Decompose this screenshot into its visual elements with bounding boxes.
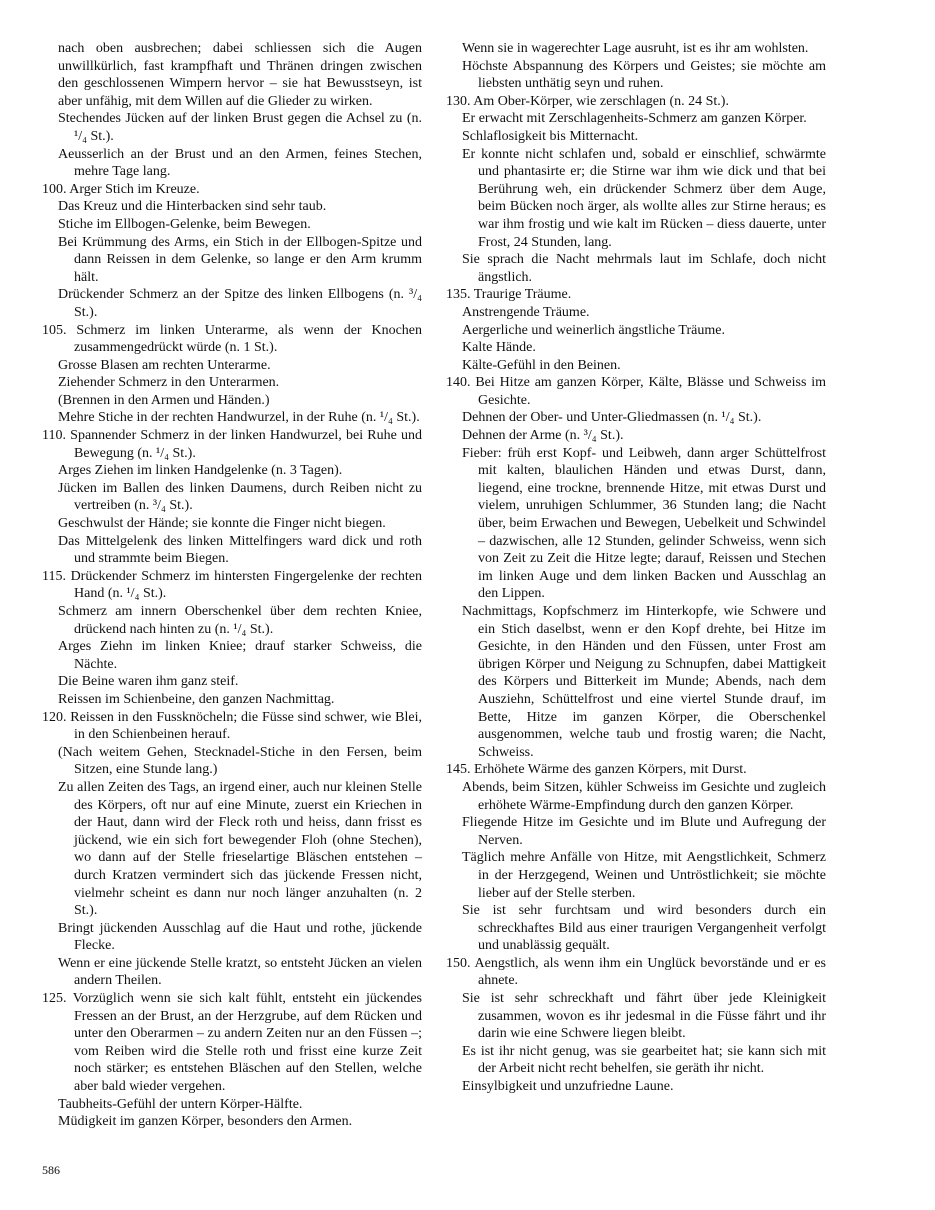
- symptom-entry: 130. Am Ober-Körper, wie zerschlagen (n. 24 St.).: [446, 93, 729, 109]
- symptom-entry: 125. Vorzüglich wenn sie sich kalt fühlt, entsteht ein jückendes Fressen an der Brust, an der Herzgrube, auf dem Rücken und unter den Oberarmen – zu andern Zeiten nur an den Füssen –; vom Reiben wird die Stelle roth und frisst eine kurze Zeit noch stärker; es entstehen Bläschen auf den Stellen, welche aber bald wieder vergehen.: [42, 991, 422, 1095]
- symptom-entry: Sie sprach die Nacht mehrmals laut im Schlafe, doch nicht ängstlich.: [462, 252, 826, 285]
- symptom-entry: Bei Krümmung des Arms, ein Stich in der Ellbogen-Spitze und dann Reissen in dem Gelenke, so lange er den Arm krumm hält.: [58, 234, 422, 285]
- symptom-entry: Wenn er eine jückende Stelle kratzt, so entsteht Jücken an vielen andern Theilen.: [58, 955, 422, 989]
- symptom-entry: Grosse Blasen am rechten Unterarme.: [58, 357, 271, 373]
- symptom-entry: (Brennen in den Armen und Händen.): [58, 392, 270, 408]
- symptom-entry: Arges Ziehen im linken Handgelenke (n. 3 Tagen).: [58, 463, 343, 479]
- symptom-entry: Das Mittelgelenk des linken Mittelfingers ward dick und roth und strammte beim Biegen.: [58, 533, 422, 567]
- symptom-entry: Taubheits-Gefühl der untern Körper-Hälfte.: [58, 1096, 303, 1112]
- right-column: [446, 40, 826, 1096]
- symptom-entry: Schmerz am innern Oberschenkel über dem rechten Kniee, drückend nach hinten zu (n. ¹/₄ St.).: [58, 604, 422, 637]
- symptom-entry: Fliegende Hitze im Gesichte und im Blute und Aufregung der Nerven.: [462, 815, 826, 848]
- symptom-entry: 145. Erhöhete Wärme des ganzen Körpers, mit Durst.: [446, 762, 747, 778]
- symptom-entry: Es ist ihr nicht genug, was sie gearbeitet hat; sie kann sich mit der Arbeit nicht recht behelfen, sie geräth ihr nicht.: [462, 1043, 826, 1077]
- symptom-entry: Sie ist sehr schreckhaft und fährt über jede Kleinigkeit zusammen, wovon es ihr jedesmal in die Füsse fährt und ihr darin wie eine Schwere liegen bleibt.: [462, 991, 826, 1042]
- symptom-entry: Bringt jückenden Ausschlag auf die Haut und rothe, jückende Flecke.: [58, 920, 422, 954]
- symptom-entry: Dehnen der Ober- und Unter-Gliedmassen (n. ¹/₄ St.).: [462, 410, 762, 426]
- left-column: [42, 40, 422, 1131]
- symptom-entry: Drückender Schmerz an der Spitze des linken Ellbogens (n. ³/₄ St.).: [58, 287, 422, 320]
- symptom-entry: Müdigkeit im ganzen Körper, besonders den Armen.: [58, 1114, 353, 1130]
- symptom-entry: Er konnte nicht schlafen und, sobald er einschlief, schwärmte und phantasirte er; die Stirne war ihm wie dick und that bei Berührung weh, ein drückender Schmerz über dem Auge, beim Bücken noch ärger, als wollte alles zur Stirne heraus; es war ihm frostig und wie kalt im Rücken – diess dauerte, unter Frost, 24 Stunden, lang.: [462, 146, 826, 250]
- symptom-entry: nach oben ausbrechen; dabei schliessen sich die Augen unwillkürlich, fast krampfhaft und Thränen dringen zwischen den geschlossenen Wimpern hervor – sie hat Bewusstseyn, ist aber unfähig, mit dem Willen auf die Glieder zu wirken.: [58, 41, 422, 109]
- symptom-entry: Kalte Hände.: [462, 340, 536, 356]
- symptom-entry: Wenn sie in wagerechter Lage ausruht, ist es ihr am wohlsten.: [462, 41, 809, 56]
- symptom-entry: Sie ist sehr furchtsam und wird besonders durch ein schreckhaftes Bild aus einer traurigen Vergangenheit verfolgt und unablässig gequält.: [462, 903, 826, 954]
- symptom-entry: Aeusserlich an der Brust und an den Armen, feines Stechen, mehre Tage lang.: [58, 146, 422, 180]
- symptom-entry: 105. Schmerz im linken Unterarme, als wenn der Knochen zusammengedrückt würde (n. 1 St.).: [42, 322, 422, 356]
- symptom-entry: Das Kreuz und die Hinterbacken sind sehr taub.: [58, 199, 327, 215]
- symptom-entry: Fieber: früh erst Kopf- und Leibweh, dann arger Schüttelfrost mit kalten, blaulichen Händen und etwas Durst, dann, liegend, eine trockne, brennende Hitze, mit etwas Durst und vielem, unruhigen Schlummer, 36 Stunden lang; die Nacht über, beim Erwachen und Bewegen, Uebelkeit und Schwindel – dazwischen, alle 12 Stunden, gelinder Schweiss, wenn sich von Zeit zu Zeit die Hitze legte; darauf, Reissen und Stechen im linken Auge und dem linken Backen und Ausschlag an den Lippen.: [462, 445, 826, 602]
- symptom-entry: 100. Arger Stich im Kreuze.: [42, 181, 200, 197]
- symptom-entry: Aergerliche und weinerlich ängstliche Träume.: [462, 322, 725, 338]
- symptom-entry: Schlaflosigkeit bis Mitternacht.: [462, 128, 639, 144]
- symptom-entry: Arges Ziehn im linken Kniee; drauf starker Schweiss, die Nächte.: [58, 639, 422, 672]
- symptom-entry: Geschwulst der Hände; sie konnte die Finger nicht biegen.: [58, 516, 386, 532]
- symptom-entry: Täglich mehre Anfälle von Hitze, mit Aengstlichkeit, Schmerz in der Herzgegend, Weinen und Untröstlichkeit; sie möchte lieber auf der Stelle sterben.: [462, 850, 826, 901]
- symptom-entry: 110. Spannender Schmerz in der linken Handwurzel, bei Ruhe und Bewegung (n. ¹/₄ St.).: [42, 428, 422, 461]
- symptom-entry: Stiche im Ellbogen-Gelenke, beim Bewegen.: [58, 216, 311, 232]
- symptom-entry: Höchste Abspannung des Körpers und Geistes; sie möchte am liebsten unthätig seyn und ruhen.: [462, 58, 826, 92]
- symptom-entry: Anstrengende Träume.: [462, 304, 590, 320]
- symptom-entry: Mehre Stiche in der rechten Handwurzel, in der Ruhe (n. ¹/₄ St.).: [58, 410, 420, 426]
- symptom-entry: Er erwacht mit Zerschlagenheits-Schmerz am ganzen Körper.: [462, 111, 807, 127]
- symptom-entry: (Nach weitem Gehen, Stecknadel-Stiche in den Fersen, beim Sitzen, eine Stunde lang.): [58, 744, 422, 778]
- symptom-entry: Zu allen Zeiten des Tags, an irgend einer, auch nur kleinen Stelle des Körpers, oft nur auf eine Minute, zuerst ein Kriechen in der Haut, dann wird der Fleck roth und heiss, dann frisst es jückend, wie ein sich fort bewegender Floh (ohne Stechen), wo dann auf der Stelle frieselartige Bläschen entstehen – durch Kratzen vermindert sich das jückende Fressen nicht, vielmehr scheint es dann nur noch länger anzuhalten (n. 2 St.).: [58, 779, 422, 919]
- symptom-entry: Stechendes Jücken auf der linken Brust gegen die Achsel zu (n. ¹/₄ St.).: [58, 111, 422, 144]
- symptom-entry: Abends, beim Sitzen, kühler Schweiss im Gesichte und zugleich erhöhete Wärme-Empfindung durch den ganzen Körper.: [462, 779, 826, 813]
- symptom-entry: 115. Drückender Schmerz im hintersten Fingergelenke der rechten Hand (n. ¹/₄ St.).: [42, 568, 422, 602]
- page-number: 586: [42, 1163, 60, 1177]
- symptom-entry: Ziehender Schmerz in den Unterarmen.: [58, 375, 280, 391]
- symptom-entry: 150. Aengstlich, als wenn ihm ein Unglück bevorstände und er es ahnete.: [446, 955, 826, 989]
- symptom-entry: Reissen im Schienbeine, den ganzen Nachmittag.: [58, 691, 335, 707]
- symptom-entry: Einsylbigkeit und unzufriedne Laune.: [462, 1079, 674, 1095]
- symptom-entry: 135. Traurige Träume.: [446, 287, 572, 303]
- symptom-entry: 140. Bei Hitze am ganzen Körper, Kälte, Blässe und Schweiss im Gesichte.: [446, 375, 826, 408]
- symptom-entry: Die Beine waren ihm ganz steif.: [58, 674, 239, 690]
- symptom-entry: Kälte-Gefühl in den Beinen.: [462, 357, 621, 373]
- symptom-entry: Nachmittags, Kopfschmerz im Hinterkopfe, wie Schwere und ein Stich daselbst, wenn er den Kopf drehte, bei Hitze im Gesichte, in den Händen und den Füssen, unter Frost am übrigen Körper und Neigung zu Schnupfen, dabei Mattigkeit des Körpers und Bitterkeit im Munde; Abends, nach dem Ausziehn, Schüttelfrost und eine viertel Stunde drauf, im Bette, Hitze im ganzen Körper, die Oberschenkel ausgenommen, welche taub und frostig waren; die Nacht, Schweiss.: [462, 604, 826, 760]
- symptom-entry: 120. Reissen in den Fussknöcheln; die Füsse sind schwer, wie Blei, in den Schienbeinen herauf.: [42, 709, 422, 743]
- symptom-entry: Dehnen der Arme (n. ³/₄ St.).: [462, 428, 624, 444]
- symptom-entry: Jücken im Ballen des linken Daumens, durch Reiben nicht zu vertreiben (n. ³/₄ St.).: [58, 480, 422, 514]
